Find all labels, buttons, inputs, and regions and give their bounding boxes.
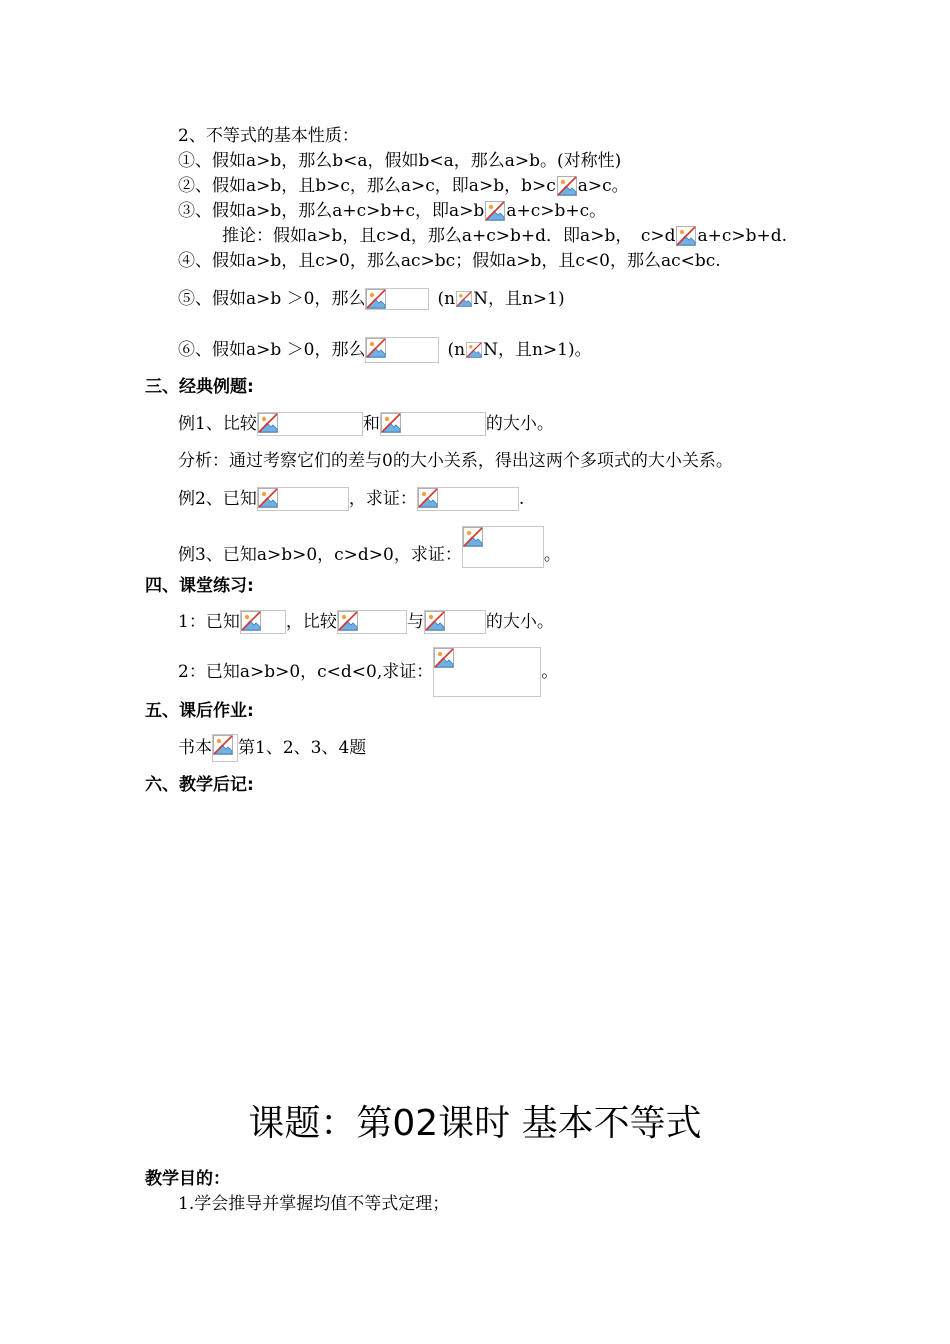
formula-image: [433, 647, 541, 697]
example-1: 例1、比较 和 的大小。: [178, 414, 554, 434]
example-3: 例3、已知a>b>0，c>d>0，求证： 。: [178, 526, 561, 568]
section-5-heading: 五、课后作业:: [145, 701, 254, 721]
broken-image-icon: [557, 176, 577, 196]
broken-image-icon: [241, 611, 261, 631]
property-3: ③、假如a>b，那么a+c>b+c，即a>b a+c>b+c。: [178, 201, 607, 221]
property-header: 2、不等式的基本性质：: [178, 126, 359, 146]
broken-image-icon: [456, 291, 472, 307]
broken-image-icon: [676, 226, 696, 246]
teaching-goal-1: 1.学会推导并掌握均值不等式定理；: [178, 1194, 450, 1214]
property-6: ⑥、假如a>b ＞0，那么 (n N，且n>1)。: [178, 337, 592, 363]
broken-image-icon: [338, 611, 358, 631]
lesson-title: 课题：第02课时 基本不等式: [248, 1103, 702, 1144]
formula-image: [417, 487, 519, 511]
broken-image-icon: [463, 527, 483, 547]
practice-1: 1：已知 ，比较 与 的大小。: [178, 612, 554, 632]
formula-image: [257, 412, 363, 436]
formula-image: [337, 610, 407, 634]
practice-2: 2：已知a>b>0，c<d<0,求证： 。: [178, 647, 558, 697]
formula-image: [212, 734, 238, 762]
formula-image: [257, 487, 349, 511]
property-5: ⑤、假如a>b ＞0，那么 (n N，且n>1): [178, 289, 565, 309]
section-3-heading: 三、经典例题:: [145, 377, 254, 397]
section-6-heading: 六、教学后记:: [145, 775, 254, 795]
formula-image: [240, 610, 286, 634]
broken-image-icon: [434, 648, 454, 668]
broken-image-icon: [418, 488, 438, 508]
broken-image-icon: [258, 413, 278, 433]
formula-image: [380, 412, 486, 436]
broken-image-icon: [258, 488, 278, 508]
teaching-goal-heading: 教学目的：: [145, 1169, 230, 1189]
formula-image: [462, 526, 544, 568]
homework: 书本 第1、2、3、4题: [178, 734, 366, 762]
corollary: 推论：假如a>b，且c>d，那么a+c>b+d．即a>b， c>d a+c>b+d.: [222, 226, 788, 246]
broken-image-icon: [466, 342, 482, 358]
broken-image-icon: [425, 611, 445, 631]
property-2: ②、假如a>b，且b>c，那么a>c，即a>b，b>c a>c。: [178, 176, 629, 196]
section-4-heading: 四、课堂练习:: [145, 576, 254, 596]
formula-image: [424, 610, 486, 634]
broken-image-icon: [381, 413, 401, 433]
formula-image: [365, 337, 439, 363]
broken-image-icon: [366, 289, 386, 309]
formula-image: [365, 288, 429, 310]
broken-image-icon: [213, 735, 233, 755]
example-2: 例2、已知 ，求证： .: [178, 489, 525, 509]
analysis: 分析：通过考察它们的差与0的大小关系，得出这两个多项式的大小关系。: [178, 451, 733, 471]
property-1: ①、假如a>b，那么b<a，假如b<a，那么a>b。(对称性): [178, 151, 622, 171]
broken-image-icon: [366, 338, 386, 358]
broken-image-icon: [485, 201, 505, 221]
property-4: ④、假如a>b，且c>0，那么ac>bc；假如a>b，且c<0，那么ac<bc.: [178, 251, 721, 271]
